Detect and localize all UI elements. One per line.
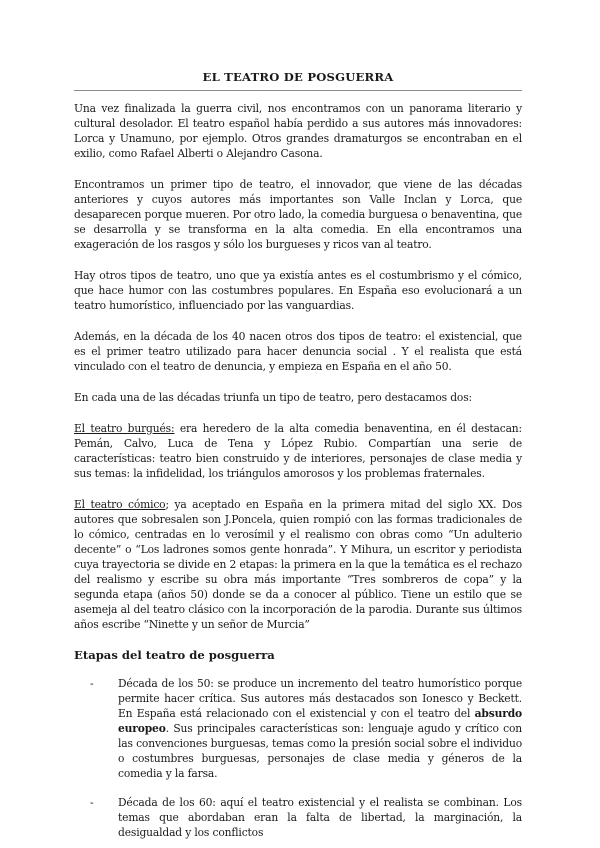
title-divider xyxy=(74,90,522,91)
paragraph-comic-theatre xyxy=(74,497,522,632)
stage-60s-text: Década de los 60: aquí el teatro existencial y el realista se combinan. Los temas que abordaban eran la falta de libertad, la marginación, la desigualdad y los conflictos xyxy=(118,796,522,839)
paragraph-intro: Una vez finalizada la guerra civil, nos encontramos con un panorama literario y cultural desolador. El teatro español había perdido a sus autores más innovadores: Lorca y Unamuno, por ejemplo. Otros grandes dramaturgos se encontraban en el exilio, como Rafael Alberti o Alejandro Casona. xyxy=(74,102,522,160)
document-title: EL TEATRO DE POSGUERRA xyxy=(202,70,394,84)
paragraph-other-types: Hay otros tipos de teatro, uno que ya existía antes es el costumbrismo y el cómico, que hace humor con las costumbres populares. En España eso evolucionará a un teatro humorístico, influenciado por las vanguardias. xyxy=(74,269,522,312)
stages-list xyxy=(74,676,522,840)
list-dash: - xyxy=(90,796,94,809)
comic-theatre-text: ; ya aceptado en España en la primera mitad del siglo XX. Dos autores que sobresalen son J.Poncela, quien rompió con las formas tradicionales de lo cómico, centradas en lo verosímil y el realismo con obras como “Un adulterio decente” o “Los ladrones somos gente honrada”. Y Mihura, un escritor y periodista cuya trayectoria se divide en 2 etapas: la primera en la que la temática es el rechazo del realismo y escribe su obra más importante “Tres sombreros de copa” y la segunda etapa (años 50) donde se da a conocer al público. Tiene un estilo que se asemeja al del teatro clásico con la incorporación de la parodia. Durante sus últimos años escribe “Ninette y un señor de Murcia” xyxy=(74,498,522,631)
paragraph-bourgeois-theatre xyxy=(74,421,522,481)
comic-theatre-label: El teatro cómico xyxy=(74,498,166,511)
bourgeois-theatre-label: El teatro burgués: xyxy=(74,422,175,435)
list-dash: - xyxy=(90,677,94,690)
stage-50s-text: Década de los 50: se produce un incremento del teatro humorístico porque permite hacer crítica. Sus autores más destacados son Ionesco y Beckett. En España está relacionado con el existencial y con el teatro del xyxy=(118,677,522,720)
paragraph-decades: En cada una de las décadas triunfa un tipo de teatro, pero destacamos dos: xyxy=(74,391,472,404)
bourgeois-theatre-text: era heredero de la alta comedia benaventina, en él destacan: Pemán, Calvo, Luca de Tena y López Rubio. Compartían una serie de características: teatro bien construido y de interiores, personajes de clase media y sus temas: la infidelidad, los triángulos amorosos y los problemas fraternales. xyxy=(74,422,522,480)
paragraph-innovative-theatre: Encontramos un primer tipo de teatro, el innovador, que viene de las décadas anteriores y cuyos autores más importantes son Valle Inclan y Lorca, que desaparecen porque mueren. Por otro lado, la comedia burguesa o benaventina, que se desarrolla y se transforma en la alta comedia. En ella encontramos una exageración de los rasgos y sólo los burgueses y ricos van al teatro. xyxy=(74,178,522,251)
list-item xyxy=(74,676,522,781)
stage-50s-text-end: . Sus principales características son: lenguaje agudo y crítico con las convenciones burguesas, temas como la presión social sobre el individuo o costumbres burguesas, personajes de clase media y géneros de la comedia y la farsa. xyxy=(118,722,522,780)
paragraph-forties: Además, en la década de los 40 nacen otros dos tipos de teatro: el existencial, que es el primer teatro utilizado para hacer denuncia social . Y el realista que está vinculado con el teatro de denuncia, y empieza en España en el año 50. xyxy=(74,330,522,373)
list-item xyxy=(74,795,522,840)
section-heading-stages: Etapas del teatro de posguerra xyxy=(74,648,275,662)
stage-50s-bold: absurdo europeo xyxy=(118,707,522,735)
